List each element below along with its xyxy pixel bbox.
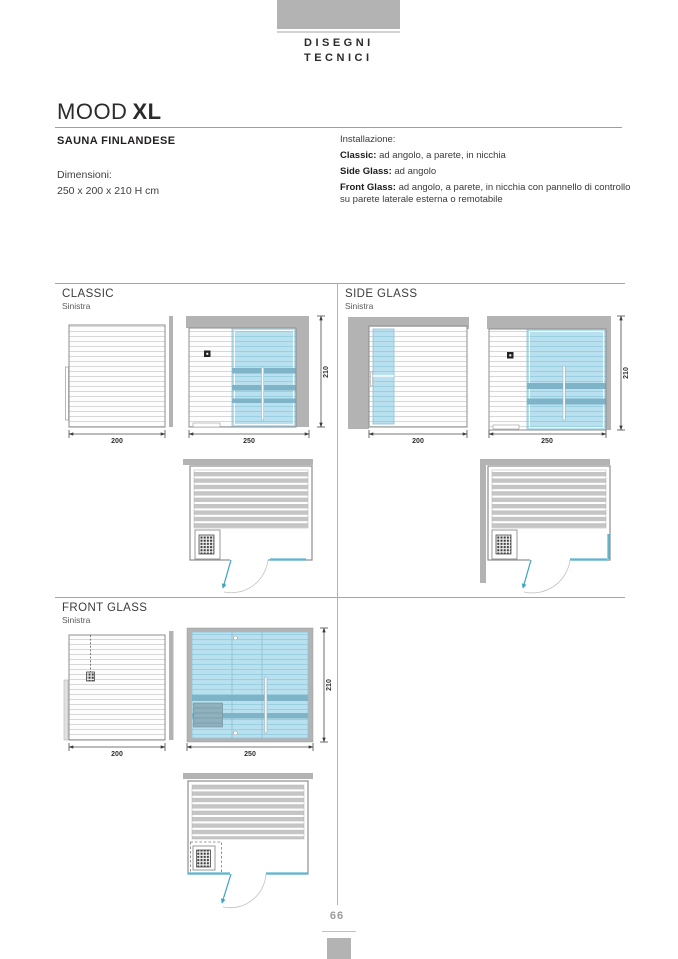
product-category: SAUNA FINLANDESE xyxy=(57,135,176,147)
door-handle-front xyxy=(262,367,264,420)
side-glass-front-dimension xyxy=(489,430,606,445)
bench-block-through-glass xyxy=(194,703,223,727)
bench-through-glass xyxy=(232,368,296,374)
dim-label-250: 250 xyxy=(243,438,255,445)
bench-through-glass xyxy=(527,383,606,389)
header-gray-block xyxy=(277,0,400,29)
wall-top-band xyxy=(186,316,309,328)
option-description: ad angolo, a parete, in nicchia xyxy=(379,150,506,161)
door-swing-arc xyxy=(224,560,268,593)
dimensions-label: Dimensioni: xyxy=(57,169,112,181)
page-section-label-line2: TECNICI xyxy=(304,52,373,64)
installation-title: Installazione: xyxy=(340,134,396,145)
wall-edge-bar xyxy=(169,631,174,740)
heater-plan xyxy=(197,850,211,867)
product-dimensions xyxy=(57,167,159,199)
wall-left-band xyxy=(480,459,486,583)
front-glass-technical-drawing xyxy=(56,625,336,915)
classic-orientation: Sinistra xyxy=(62,301,91,311)
dim-label-210: 210 xyxy=(623,367,630,379)
grid-line-top xyxy=(55,283,625,284)
wall-left-block xyxy=(348,317,369,429)
heater-plan xyxy=(496,535,511,554)
option-name: Classic: xyxy=(340,150,377,161)
side-glass-height-dimension xyxy=(617,316,630,430)
glass-door xyxy=(232,328,296,427)
door-handle-front xyxy=(265,677,268,733)
classic-side-dimension xyxy=(69,430,165,445)
door-swing-arc xyxy=(524,560,570,593)
option-description: ad angolo, a parete, in nicchia con pannello di controllo su parete laterale esterna o remotabile xyxy=(340,182,631,205)
side-glass-plan-view xyxy=(480,459,610,593)
footer-line xyxy=(322,931,356,932)
classic-side-elevation xyxy=(66,325,166,427)
product-variant: XL xyxy=(132,99,162,124)
bench-through-glass xyxy=(527,399,606,405)
side-glass-side-elevation xyxy=(348,317,469,429)
option-name: Side Glass: xyxy=(340,166,392,177)
page-section-label xyxy=(304,36,374,66)
front-glass-front-elevation xyxy=(187,628,313,742)
side-glass-side-dimension xyxy=(369,430,467,445)
dim-label-210: 210 xyxy=(323,366,330,378)
dim-label-200: 200 xyxy=(111,438,123,445)
side-glass-title: SIDE GLASS xyxy=(345,288,418,300)
door-leaf xyxy=(223,560,231,588)
dimensions-value: 250 x 200 x 210 H cm xyxy=(57,185,160,197)
bench-through-glass xyxy=(192,695,308,701)
option-description: ad angolo xyxy=(394,166,437,177)
benches-plan xyxy=(194,470,308,528)
wall-edge-bar xyxy=(169,316,173,427)
installation-option-classic xyxy=(340,150,640,162)
front-glass-front-dimension xyxy=(187,743,313,758)
front-glass-plan-view xyxy=(183,773,313,908)
side-glass-front-elevation xyxy=(487,316,611,430)
front-glass-title: FRONT GLASS xyxy=(62,602,148,614)
page-number: 66 xyxy=(329,910,345,922)
glass-front xyxy=(527,329,606,430)
classic-technical-drawing xyxy=(56,312,336,598)
product-title xyxy=(57,99,162,125)
wall-right-band xyxy=(296,316,309,427)
option-name: Front Glass: xyxy=(340,182,396,193)
dim-label-200: 200 xyxy=(412,438,424,445)
hinge-dot xyxy=(234,636,238,640)
wall-top-band xyxy=(487,316,611,329)
front-glass-orientation: Sinistra xyxy=(62,615,91,625)
glass-edge-bar xyxy=(64,680,68,740)
dim-label-210: 210 xyxy=(326,679,333,691)
door-leaf xyxy=(523,560,531,588)
installation-option-side-glass xyxy=(340,166,640,178)
installation-option-front-glass xyxy=(340,182,640,206)
dim-label-200: 200 xyxy=(111,751,123,758)
bench-through-glass xyxy=(232,385,296,391)
installation-info xyxy=(340,134,640,210)
header-divider xyxy=(277,31,400,33)
side-glass-technical-drawing xyxy=(340,312,632,598)
door-handle-front xyxy=(563,366,565,420)
benches-plan xyxy=(192,785,304,839)
wall-right-sliver xyxy=(606,316,611,430)
footer-gray-block xyxy=(327,938,351,959)
side-glass-orientation: Sinistra xyxy=(345,301,374,311)
front-glass-side-elevation xyxy=(64,631,174,740)
product-name: MOOD xyxy=(57,99,128,124)
page-section-label-line1: DISEGNI xyxy=(304,37,374,49)
front-glass-side-dimension xyxy=(69,743,165,758)
door-handle-side xyxy=(371,372,373,386)
control-panel-external xyxy=(87,672,95,681)
heater-plan xyxy=(199,535,214,554)
wall-top-band xyxy=(480,459,610,465)
hinge-dot xyxy=(234,731,238,735)
classic-height-dimension xyxy=(317,316,330,427)
title-rule xyxy=(55,127,622,128)
bench-through-glass xyxy=(232,399,296,404)
dim-label-250: 250 xyxy=(244,751,256,758)
wall-top-band xyxy=(183,459,313,465)
door-handle-side xyxy=(66,367,69,420)
dim-label-250: 250 xyxy=(541,438,553,445)
classic-front-dimension xyxy=(189,430,309,445)
classic-title: CLASSIC xyxy=(62,288,115,300)
classic-plan-view xyxy=(183,459,313,593)
door-leaf xyxy=(222,874,231,903)
grid-column-divider xyxy=(337,283,338,905)
front-glass-height-dimension xyxy=(320,628,333,742)
classic-front-elevation xyxy=(186,316,309,427)
benches-plan xyxy=(492,470,606,528)
wall-top-band xyxy=(183,773,313,779)
